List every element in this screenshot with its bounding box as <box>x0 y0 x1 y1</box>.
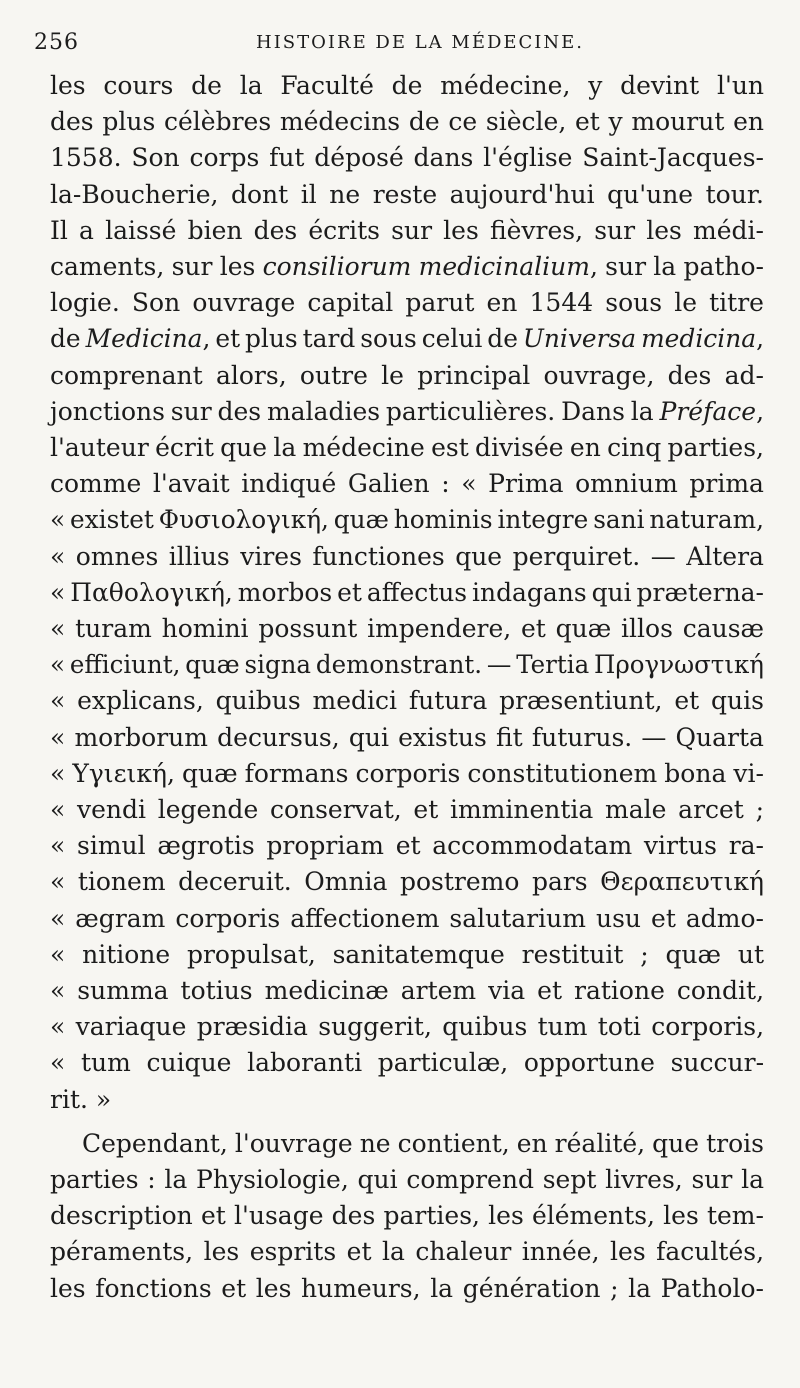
text-line: « Παθολογική, morbos et affectus indagans qui præterna- <box>50 577 764 607</box>
text-line: péraments, les esprits et la chaleur innée, les facultés, <box>50 1237 765 1267</box>
italic-title: consiliorum medicinalium <box>262 252 590 281</box>
text-line: logie. Son ouvrage capital parut en 1544 sous le titre <box>50 288 764 318</box>
text-line: rit. » <box>50 1084 112 1114</box>
text-line: « turam homini possunt impendere, et quæ illos causæ <box>50 614 765 643</box>
text-line: « variaque præsidia suggerit, quibus tum toti corporis, <box>50 1012 765 1042</box>
text-line: « explicans, quibus medici futura præsentiunt, et quis <box>50 686 764 716</box>
text-line: « nitione propulsat, sanitatemque restituit ; quæ ut <box>50 939 765 969</box>
italic-title: Medicina <box>85 324 203 354</box>
text-line: comprenant alors, outre le principal ouvrage, des ad- <box>50 360 764 390</box>
text-line: « summa totius medicinæ artem via et ratione condit, <box>50 976 765 1005</box>
text-line: des plus célèbres médecins de ce siècle, et y mourut en <box>50 107 764 137</box>
text-line: « omnes illius vires functiones que perquiret. — Altera <box>50 541 764 571</box>
text-line: « tionem deceruit. Omnia postremo pars Θεραπευτική <box>50 867 765 897</box>
text-line: les cours de la Faculté de médecine, y devint l'un <box>50 71 765 100</box>
text-line: Cependant, l'ouvrage ne contient, en réalité, que trois <box>82 1128 764 1158</box>
text-line: les fonctions et les humeurs, la génération ; la Patholo- <box>50 1273 764 1303</box>
text-line: Il a laissé bien des écrits sur les fièvres, sur les médi- <box>50 215 764 245</box>
text-line: description et l'usage des parties, les éléments, les tem- <box>50 1201 764 1231</box>
text-line: « tum cuique laboranti particulæ, opportune succur- <box>50 1048 765 1078</box>
text-line: de Medicina, et plus tard sous celui de Universa medicina, <box>50 324 765 354</box>
text-line: parties : la Physiologie, qui comprend sept livres, sur la <box>50 1165 764 1194</box>
text-line: « simul ægrotis propriam et accommodatam virtus ra- <box>50 831 764 861</box>
text-line: « ægram corporis affectionem salutarium usu et admo- <box>50 903 764 933</box>
text-line: 1558. Son corps fut déposé dans l'église Saint-Jacques- <box>50 143 764 173</box>
text-line: « vendi legende conservat, et imminentia male arcet ; <box>50 795 764 824</box>
text-line: « Υγιεική, quæ formans corporis constitutionem bona vi- <box>50 758 764 788</box>
text-line: « existet Φυσιολογική, quæ hominis integre sani naturam, <box>50 505 764 535</box>
text-line: jonctions sur des maladies particulières. Dans la Préface, <box>50 396 765 426</box>
text-line: la-Boucherie, dont il ne reste aujourd'hui qu'une tour. <box>50 179 764 209</box>
text-line: comme l'avait indiqué Galien : « Prima omnium prima <box>50 469 764 499</box>
text-line: « morborum decursus, qui existus fit futurus. — Quarta <box>50 722 764 752</box>
text-line: caments, sur les consiliorum medicinalium, sur la patho- <box>50 252 765 281</box>
text-line: l'auteur écrit que la médecine est divisée en cinq parties, <box>50 433 764 462</box>
page-header <box>30 30 750 58</box>
italic-title: Préface <box>659 396 757 426</box>
text-line: « efficiunt, quæ signa demonstrant. — Tertia Προγνωστική <box>50 650 764 680</box>
page-number: 256 <box>34 30 79 55</box>
running-title: HISTOIRE DE LA MÉDECINE. <box>256 32 585 53</box>
italic-title: Universa medicina <box>522 324 757 354</box>
